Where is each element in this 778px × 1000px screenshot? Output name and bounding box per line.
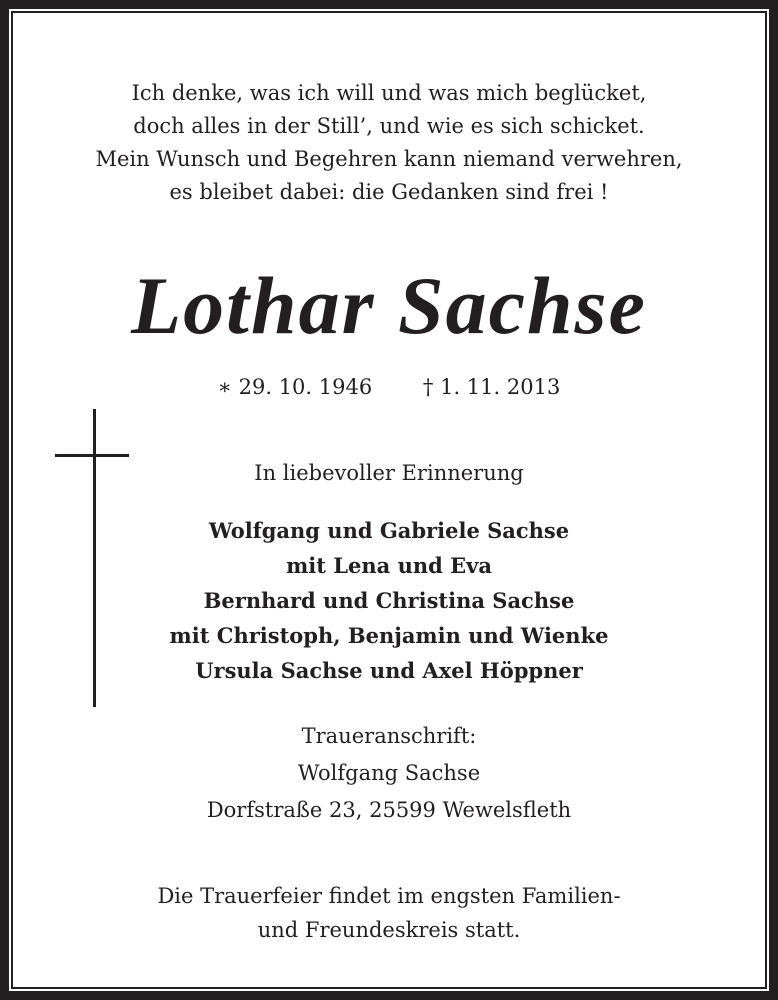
family-line: mit Christoph, Benjamin und Wienke	[169, 623, 609, 648]
family-line: Wolfgang und Gabriele Sachse	[208, 518, 570, 543]
address-label: Traueranschrift:	[301, 724, 477, 748]
poem-line: doch alles in der Still’, und wie es sich schicket.	[133, 114, 645, 138]
family-line: mit Lena und Eva	[286, 553, 492, 578]
funeral-note	[13, 879, 765, 947]
note-line: und Freundeskreis statt.	[257, 918, 521, 942]
address-street: Dorfstraße 23, 25599 Wewelsfleth	[206, 798, 572, 822]
poem-line: es bleibet dabei: die Gedanken sind frei !	[169, 180, 609, 204]
mourning-address	[13, 718, 765, 829]
poem-line: Ich denke, was ich will und was mich beglücket,	[131, 81, 647, 105]
cross-icon-bar	[55, 454, 129, 457]
memory-line: In liebevoller Erinnerung	[254, 461, 524, 485]
deceased-name: Lothar Sachse	[131, 260, 647, 351]
outer-border	[9, 9, 769, 991]
family-line: Bernhard und Christina Sachse	[203, 588, 575, 613]
birth-date: ∗ 29. 10. 1946	[217, 375, 373, 399]
poem	[13, 77, 765, 209]
note-line: Die Trauerfeier findet im engsten Familien-	[157, 884, 621, 908]
address-name: Wolfgang Sachse	[297, 761, 481, 785]
family-line: Ursula Sachse und Axel Höppner	[195, 658, 583, 683]
dates	[13, 375, 765, 399]
death-date: † 1. 11. 2013	[422, 375, 561, 399]
family-list	[13, 513, 765, 688]
poem-line: Mein Wunsch und Begehren kann niemand verwehren,	[95, 147, 683, 171]
obituary-notice	[11, 11, 767, 989]
